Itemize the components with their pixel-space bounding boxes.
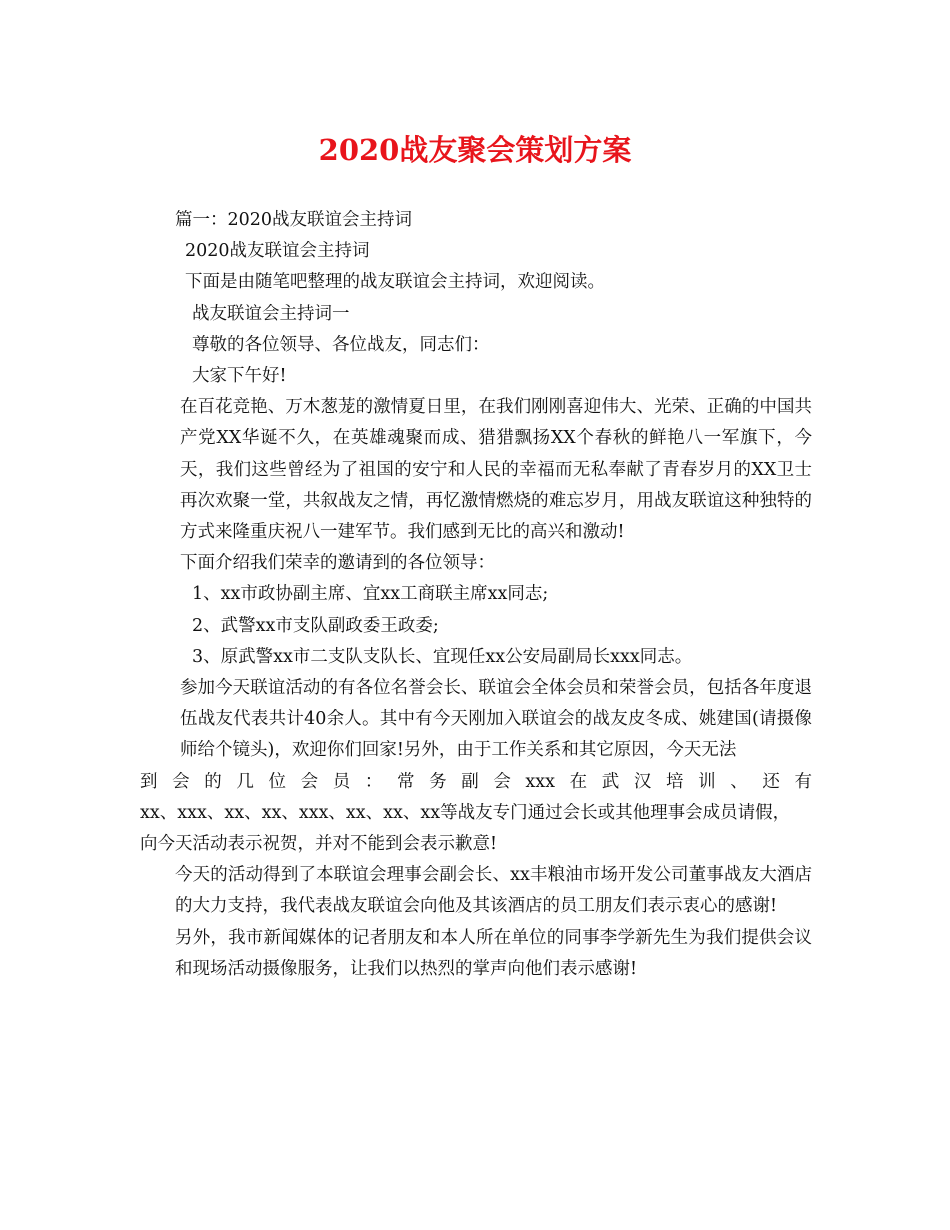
leader-list-item-3: 3、原武警xx市二支队支队长、宜现任xx公安局副局长xxx同志。 — [192, 646, 693, 667]
sponsor-thanks-paragraph: 今天的活动得到了本联谊会理事会副会长、xx丰粮油市场开发公司董事战友大酒店的大力支持，我代表战友联谊会向他及其该酒店的员工朋友们表示衷心的感谢! — [175, 865, 812, 917]
absent-members-names: xx、xxx、xx、xx、xxx、xx、xx、xx等战友专门通过会长或其他理事会成员请假， — [140, 802, 791, 823]
leader-list-item-1: 1、xx市政协副主席、宜xx工商联主席xx同志; — [192, 584, 549, 605]
absent-members-closing: 向今天活动表示祝贺，并对不能到会表示歉意! — [140, 834, 498, 855]
attendees-paragraph: 参加今天联谊活动的有各位名誉会长、联谊会全体会员和荣誉会员，包括各年度退伍战友代表共计40余人。其中有今天刚加入联谊会的战友皮冬成、姚建国(请摄像师给个镜头)，欢迎你们回家!另外，由于工作关系和其它原因，今天无法 — [180, 678, 812, 761]
speech-title: 战友联谊会主持词一 — [192, 303, 350, 324]
section-heading: 篇一：2020战友联谊会主持词 — [175, 210, 413, 230]
media-thanks-paragraph: 另外，我市新闻媒体的记者朋友和本人所在单位的同事李学新先生为我们提供会议和现场活动摄像服务，让我们以热烈的掌声向他们表示感谢! — [175, 927, 812, 979]
opening-paragraph: 在百花竞艳、万木葱茏的激情夏日里，在我们刚刚喜迎伟大、光荣、正确的中国共产党XX华诞不久，在英雄魂聚而成、猎猎飘扬XX个春秋的鲜艳八一军旗下，今天，我们这些曾经为了祖国的安宁和人民的幸福而无私奉献了青春岁月的XX卫士再次欢聚一堂，共叙战友之情，再忆激情燃烧的难忘岁月，用战友联谊这种独特的方式来隆重庆祝八一建军节。我们感到无比的高兴和激动! — [180, 397, 812, 543]
document-title: 2020战友聚会策划方案 — [318, 133, 632, 167]
salutation: 尊敬的各位领导、各位战友，同志们： — [192, 334, 490, 355]
document-body — [140, 205, 812, 985]
intro-paragraph: 下面是由随笔吧整理的战友联谊会主持词，欢迎阅读。 — [185, 272, 605, 293]
subheading: 2020战友联谊会主持词 — [185, 241, 370, 262]
leader-list-item-2: 2、武警xx市支队副政委王政委; — [192, 615, 439, 636]
leaders-intro: 下面介绍我们荣幸的邀请到的各位领导： — [180, 553, 495, 574]
greeting: 大家下午好! — [192, 366, 287, 387]
absent-members-line: 到会的几位会员：常务副会xxx在武汉培训、还有 — [140, 771, 812, 792]
